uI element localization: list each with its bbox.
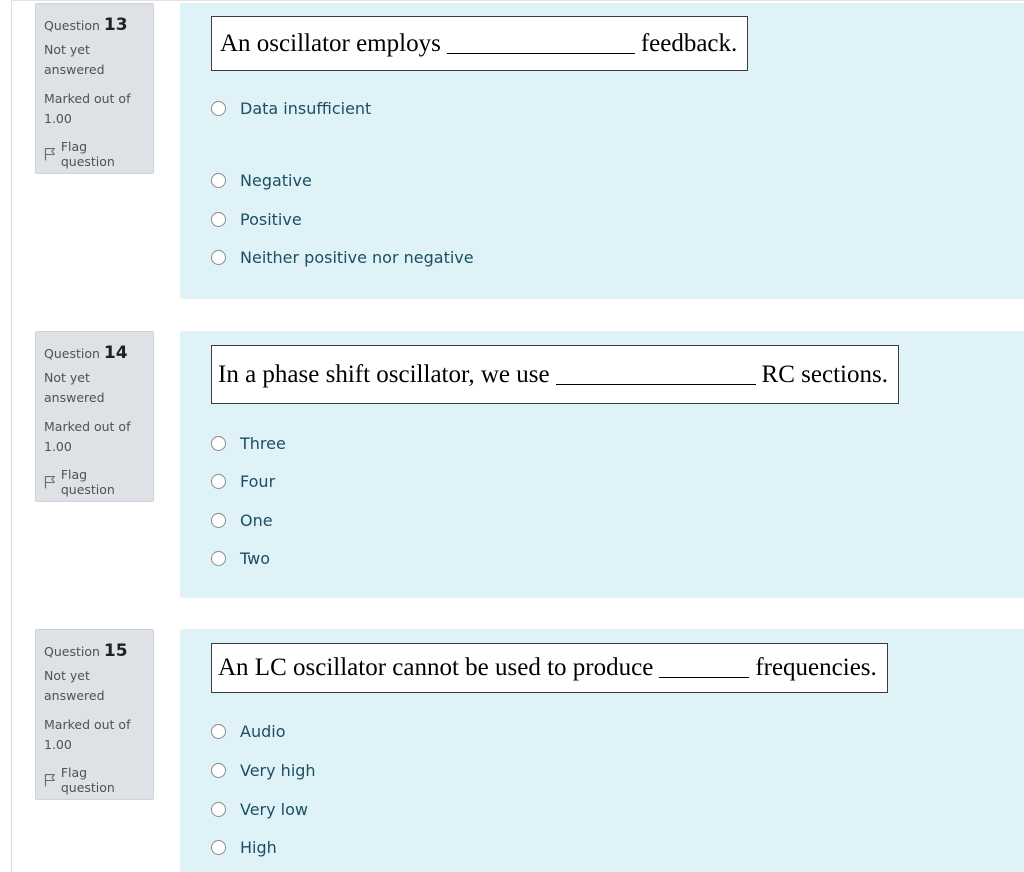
question-info-15 <box>35 629 154 800</box>
answer-blank <box>659 658 749 678</box>
radio-unchecked-icon[interactable] <box>211 763 226 778</box>
answer-option[interactable] <box>211 472 275 491</box>
question-label: Question <box>44 644 100 659</box>
question-text-before: In a phase shift oscillator, we use <box>218 360 550 388</box>
question-number <box>44 641 144 661</box>
answer-option-label: Audio <box>240 722 286 741</box>
radio-unchecked-icon[interactable] <box>211 551 226 566</box>
question-grade: Marked out of 1.00 <box>44 419 131 454</box>
answer-option[interactable] <box>211 171 312 190</box>
question-number-value: 13 <box>103 15 128 35</box>
page-top-divider <box>11 0 1024 1</box>
radio-unchecked-icon[interactable] <box>211 250 226 265</box>
answer-option[interactable] <box>211 549 270 568</box>
radio-unchecked-icon[interactable] <box>211 840 226 855</box>
question-number <box>44 15 144 35</box>
answer-option-label: Three <box>240 434 286 453</box>
flag-question-label: Flag question <box>60 467 115 497</box>
question-text-image <box>211 16 748 71</box>
page-left-divider <box>11 0 12 872</box>
flag-question-label: Flag question <box>60 765 115 795</box>
answer-option[interactable] <box>211 210 302 229</box>
question-number-value: 15 <box>103 641 128 661</box>
flag-question-label: Flag question <box>60 139 115 169</box>
question-text-after: RC sections. <box>761 360 888 388</box>
radio-unchecked-icon[interactable] <box>211 474 226 489</box>
question-text-after: frequencies. <box>755 654 877 681</box>
radio-unchecked-icon[interactable] <box>211 436 226 451</box>
question-info-14 <box>35 331 154 502</box>
question-state: Not yet answered <box>44 42 105 77</box>
answer-option-label: Neither positive nor negative <box>240 248 474 267</box>
flag-question-link[interactable] <box>44 467 144 497</box>
question-label: Question <box>44 18 100 33</box>
question-content-14 <box>180 331 1024 598</box>
answer-option[interactable] <box>211 434 286 453</box>
answer-option-label: Data insufficient <box>240 99 372 118</box>
answer-option-label: Very high <box>240 761 316 780</box>
answer-option[interactable] <box>211 722 285 741</box>
flag-outline-icon <box>44 773 56 787</box>
question-state: Not yet answered <box>44 668 105 703</box>
question-number-value: 14 <box>103 343 128 363</box>
answer-option-label: Positive <box>240 210 302 229</box>
radio-unchecked-icon[interactable] <box>211 212 226 227</box>
flag-outline-icon <box>44 147 56 161</box>
question-text-after: feedback. <box>640 29 738 57</box>
question-info-13 <box>35 3 154 174</box>
answer-option-label: Negative <box>240 171 312 190</box>
answer-option[interactable] <box>211 511 273 530</box>
question-state: Not yet answered <box>44 370 105 405</box>
question-grade: Marked out of 1.00 <box>44 717 131 752</box>
answer-blank <box>556 365 756 385</box>
flag-outline-icon <box>44 475 56 489</box>
flag-question-link[interactable] <box>44 139 144 169</box>
radio-unchecked-icon[interactable] <box>211 173 226 188</box>
answer-option-label: Very low <box>240 800 308 819</box>
question-text-image <box>211 643 888 693</box>
answer-option[interactable] <box>211 800 308 819</box>
question-text-before: An LC oscillator cannot be used to produce <box>218 654 654 681</box>
radio-unchecked-icon[interactable] <box>211 802 226 817</box>
answer-option-label: High <box>240 838 277 857</box>
question-content-15 <box>180 629 1024 872</box>
question-number <box>44 343 144 363</box>
answer-option-label: Two <box>240 549 270 568</box>
question-label: Question <box>44 346 100 361</box>
answer-option-label: Four <box>240 472 276 491</box>
flag-question-link[interactable] <box>44 765 144 795</box>
answer-option[interactable] <box>211 838 277 857</box>
radio-unchecked-icon[interactable] <box>211 724 226 739</box>
question-text-before: An oscillator employs <box>220 29 441 57</box>
answer-blank <box>447 34 635 54</box>
question-grade: Marked out of 1.00 <box>44 91 131 126</box>
radio-unchecked-icon[interactable] <box>211 513 226 528</box>
answer-option[interactable] <box>211 99 371 118</box>
answer-option[interactable] <box>211 761 316 780</box>
answer-option[interactable] <box>211 248 474 267</box>
radio-unchecked-icon[interactable] <box>211 101 226 116</box>
question-content-13 <box>180 3 1024 299</box>
question-text-image <box>211 345 899 404</box>
answer-option-label: One <box>240 511 273 530</box>
